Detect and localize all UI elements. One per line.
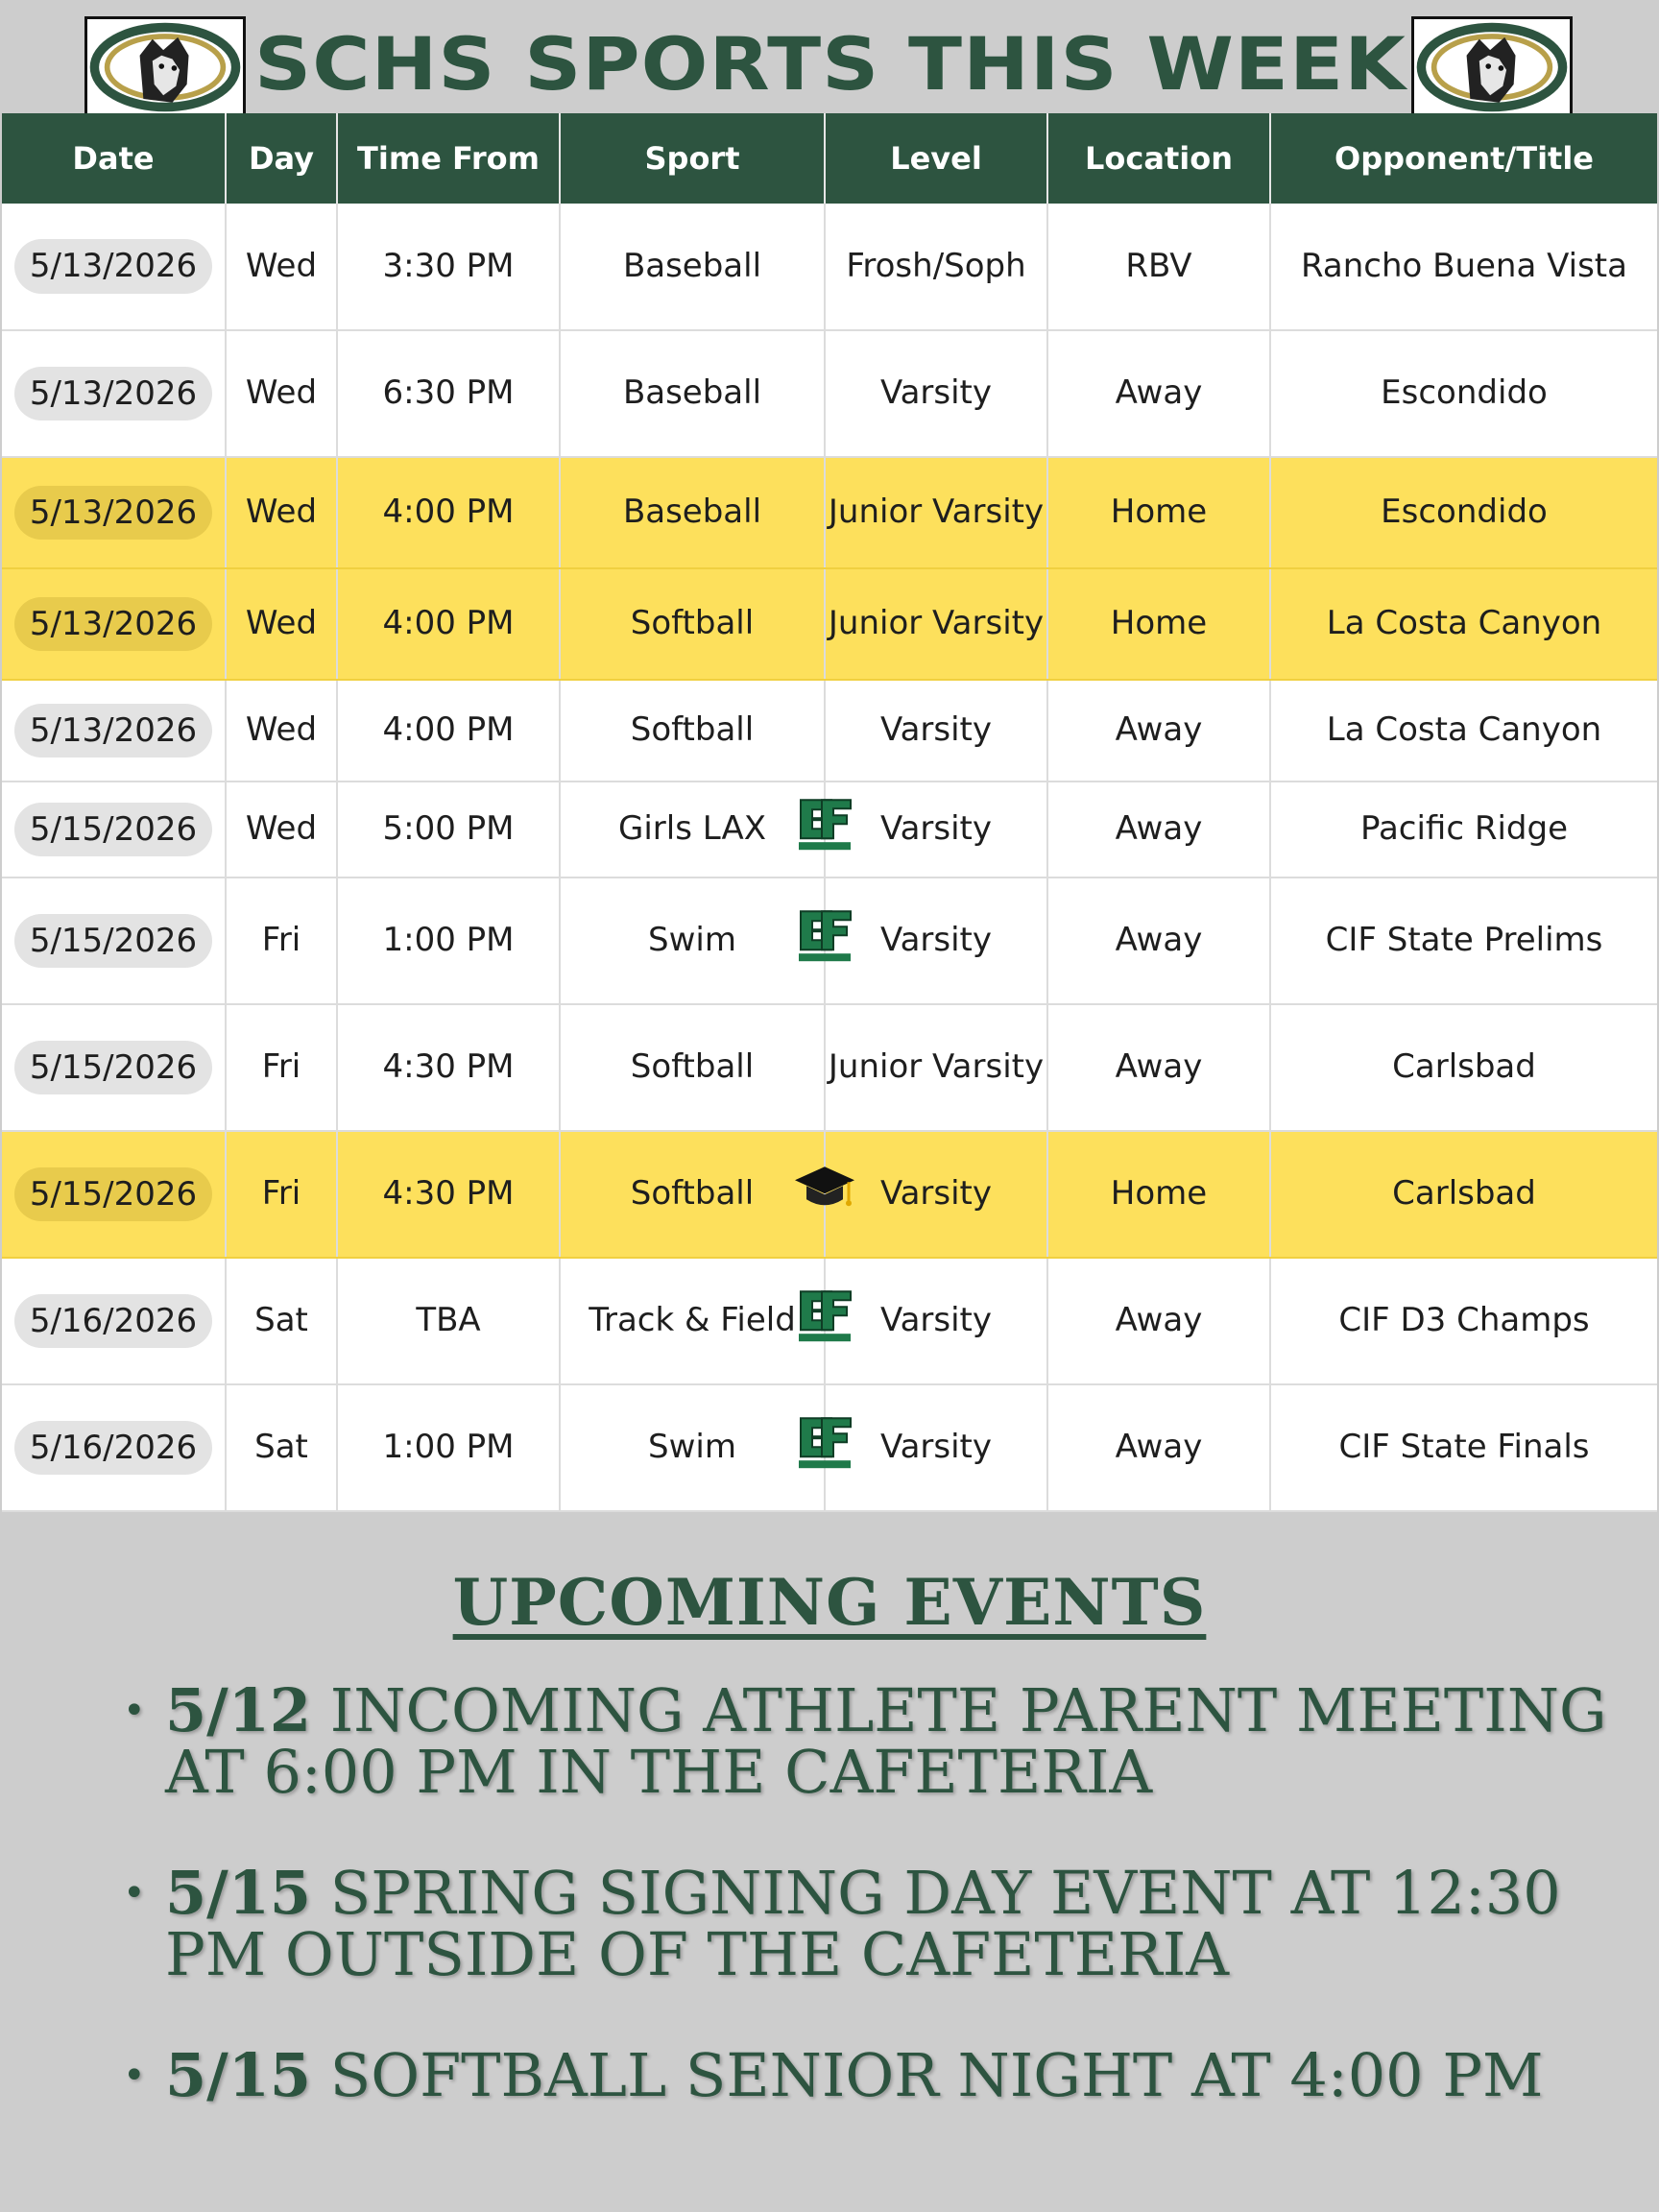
date-pill: 5/15/2026 xyxy=(14,1041,212,1094)
sport-cell xyxy=(560,781,825,878)
sport-label: Baseball xyxy=(622,246,762,285)
opponent-cell: Escondido xyxy=(1270,330,1657,457)
location-cell: Away xyxy=(1047,878,1270,1004)
list-item xyxy=(115,1858,1613,1989)
sport-label: Softball xyxy=(630,1047,755,1087)
day-cell: Wed xyxy=(226,204,337,330)
date-pill: 5/13/2026 xyxy=(14,704,212,757)
level-cell: Varsity xyxy=(825,1384,1047,1511)
location-cell: Away xyxy=(1047,1384,1270,1511)
location-cell: Home xyxy=(1047,1131,1270,1258)
time-cell: 5:00 PM xyxy=(337,781,560,878)
day-cell: Wed xyxy=(226,330,337,457)
wildcat-logo-icon xyxy=(1411,16,1573,118)
location-cell: Away xyxy=(1047,330,1270,457)
location-cell: Away xyxy=(1047,680,1270,781)
date-cell xyxy=(2,1004,226,1131)
date-cell xyxy=(2,568,226,680)
opponent-cell: Carlsbad xyxy=(1270,1131,1657,1258)
table-row xyxy=(2,568,1657,680)
time-cell: 1:00 PM xyxy=(337,878,560,1004)
cif-icon xyxy=(793,907,856,963)
day-cell: Fri xyxy=(226,1131,337,1258)
column-header-day: Day xyxy=(226,113,337,204)
column-header-sport: Sport xyxy=(560,113,825,204)
sport-cell xyxy=(560,1004,825,1131)
sport-label: Girls LAX xyxy=(617,809,766,849)
opponent-cell: La Costa Canyon xyxy=(1270,680,1657,781)
time-cell: 6:30 PM xyxy=(337,330,560,457)
schedule-table xyxy=(2,113,1657,1512)
event-text: INCOMING ATHLETE PARENT MEETING AT 6:00 PM IN THE CAFETERIA xyxy=(165,1675,1607,1807)
opponent-cell: Rancho Buena Vista xyxy=(1270,204,1657,330)
table-row xyxy=(2,1131,1657,1258)
location-cell: Home xyxy=(1047,568,1270,680)
date-cell xyxy=(2,457,226,568)
sport-cell xyxy=(560,568,825,680)
location-cell: Away xyxy=(1047,1258,1270,1384)
cif-icon xyxy=(793,1414,856,1470)
date-pill: 5/13/2026 xyxy=(14,239,212,293)
event-text: SPRING SIGNING DAY EVENT AT 12:30 PM OUTSIDE OF THE CAFETERIA xyxy=(165,1858,1561,1989)
date-pill: 5/13/2026 xyxy=(14,597,212,651)
bullet-icon: • xyxy=(123,1689,146,1733)
level-cell: Varsity xyxy=(825,781,1047,878)
table-row xyxy=(2,1384,1657,1511)
opponent-cell: CIF D3 Champs xyxy=(1270,1258,1657,1384)
time-cell: 4:00 PM xyxy=(337,568,560,680)
level-cell: Junior Varsity xyxy=(825,568,1047,680)
day-cell: Sat xyxy=(226,1258,337,1384)
sport-cell xyxy=(560,204,825,330)
sport-label: Softball xyxy=(630,604,755,643)
bullet-icon: • xyxy=(123,2054,146,2098)
level-cell: Varsity xyxy=(825,1258,1047,1384)
day-cell: Wed xyxy=(226,680,337,781)
time-cell: 4:30 PM xyxy=(337,1004,560,1131)
date-pill: 5/15/2026 xyxy=(14,914,212,968)
event-text: SOFTBALL SENIOR NIGHT AT 4:00 PM xyxy=(329,2040,1544,2110)
day-cell: Fri xyxy=(226,1004,337,1131)
date-cell xyxy=(2,330,226,457)
sport-label: Softball xyxy=(630,1174,755,1214)
wildcat-logo-icon xyxy=(84,16,246,118)
level-cell: Varsity xyxy=(825,1131,1047,1258)
table-row xyxy=(2,457,1657,568)
date-pill: 5/13/2026 xyxy=(14,486,212,540)
time-cell: 3:30 PM xyxy=(337,204,560,330)
date-cell xyxy=(2,1258,226,1384)
bullet-icon: • xyxy=(123,1871,146,1915)
date-pill: 5/15/2026 xyxy=(14,803,212,856)
sport-label: Swim xyxy=(648,921,736,960)
level-cell: Varsity xyxy=(825,878,1047,1004)
opponent-cell: Pacific Ridge xyxy=(1270,781,1657,878)
date-cell xyxy=(2,781,226,878)
column-header-location: Location xyxy=(1047,113,1270,204)
sport-label: Softball xyxy=(630,710,755,750)
column-header-level: Level xyxy=(825,113,1047,204)
cif-icon xyxy=(793,1287,856,1343)
time-cell: 1:00 PM xyxy=(337,1384,560,1511)
date-cell xyxy=(2,1384,226,1511)
date-cell xyxy=(2,680,226,781)
table-row xyxy=(2,330,1657,457)
sport-label: Baseball xyxy=(622,373,762,413)
day-cell: Wed xyxy=(226,781,337,878)
level-cell: Varsity xyxy=(825,330,1047,457)
sport-cell xyxy=(560,1131,825,1258)
table-row xyxy=(2,781,1657,878)
sport-cell xyxy=(560,1258,825,1384)
graduation-cap-icon xyxy=(793,1161,856,1216)
event-date: 5/15 xyxy=(165,1858,312,1928)
column-header-time: Time From xyxy=(337,113,560,204)
location-cell: Home xyxy=(1047,457,1270,568)
sport-cell xyxy=(560,1384,825,1511)
date-cell xyxy=(2,1131,226,1258)
event-date: 5/12 xyxy=(165,1675,312,1745)
list-item xyxy=(115,2040,1613,2110)
sport-cell xyxy=(560,457,825,568)
page-title: SCHS SPORTS THIS WEEK xyxy=(254,21,1407,107)
sport-cell xyxy=(560,680,825,781)
level-cell: Junior Varsity xyxy=(825,457,1047,568)
time-cell: 4:00 PM xyxy=(337,457,560,568)
sport-label: Track & Field xyxy=(589,1301,796,1340)
event-date: 5/15 xyxy=(165,2040,312,2110)
date-cell xyxy=(2,204,226,330)
table-row xyxy=(2,1258,1657,1384)
day-cell: Wed xyxy=(226,457,337,568)
day-cell: Wed xyxy=(226,568,337,680)
time-cell: 4:30 PM xyxy=(337,1131,560,1258)
table-row xyxy=(2,878,1657,1004)
date-pill: 5/16/2026 xyxy=(14,1294,212,1348)
level-cell: Varsity xyxy=(825,680,1047,781)
sport-label: Baseball xyxy=(622,493,762,532)
sport-cell xyxy=(560,878,825,1004)
time-cell: TBA xyxy=(337,1258,560,1384)
day-cell: Fri xyxy=(226,878,337,1004)
table-row xyxy=(2,204,1657,330)
date-pill: 5/16/2026 xyxy=(14,1421,212,1475)
table-row xyxy=(2,1004,1657,1131)
upcoming-events-list xyxy=(115,1675,1613,2166)
sport-label: Swim xyxy=(648,1428,736,1467)
level-cell: Junior Varsity xyxy=(825,1004,1047,1131)
column-header-date: Date xyxy=(2,113,226,204)
level-cell: Frosh/Soph xyxy=(825,204,1047,330)
time-cell: 4:00 PM xyxy=(337,680,560,781)
date-pill: 5/15/2026 xyxy=(14,1167,212,1221)
opponent-cell: CIF State Prelims xyxy=(1270,878,1657,1004)
date-pill: 5/13/2026 xyxy=(14,367,212,421)
location-cell: Away xyxy=(1047,1004,1270,1131)
column-header-opponent: Opponent/Title xyxy=(1270,113,1657,204)
location-cell: RBV xyxy=(1047,204,1270,330)
opponent-cell: CIF State Finals xyxy=(1270,1384,1657,1511)
list-item xyxy=(115,1675,1613,1807)
table-header-row xyxy=(2,113,1657,204)
location-cell: Away xyxy=(1047,781,1270,878)
cif-icon xyxy=(793,796,856,852)
date-cell xyxy=(2,878,226,1004)
day-cell: Sat xyxy=(226,1384,337,1511)
table-row xyxy=(2,680,1657,781)
page-header xyxy=(0,0,1659,115)
sport-cell xyxy=(560,330,825,457)
opponent-cell: Carlsbad xyxy=(1270,1004,1657,1131)
opponent-cell: La Costa Canyon xyxy=(1270,568,1657,680)
opponent-cell: Escondido xyxy=(1270,457,1657,568)
upcoming-events-heading: UPCOMING EVENTS xyxy=(452,1565,1207,1640)
